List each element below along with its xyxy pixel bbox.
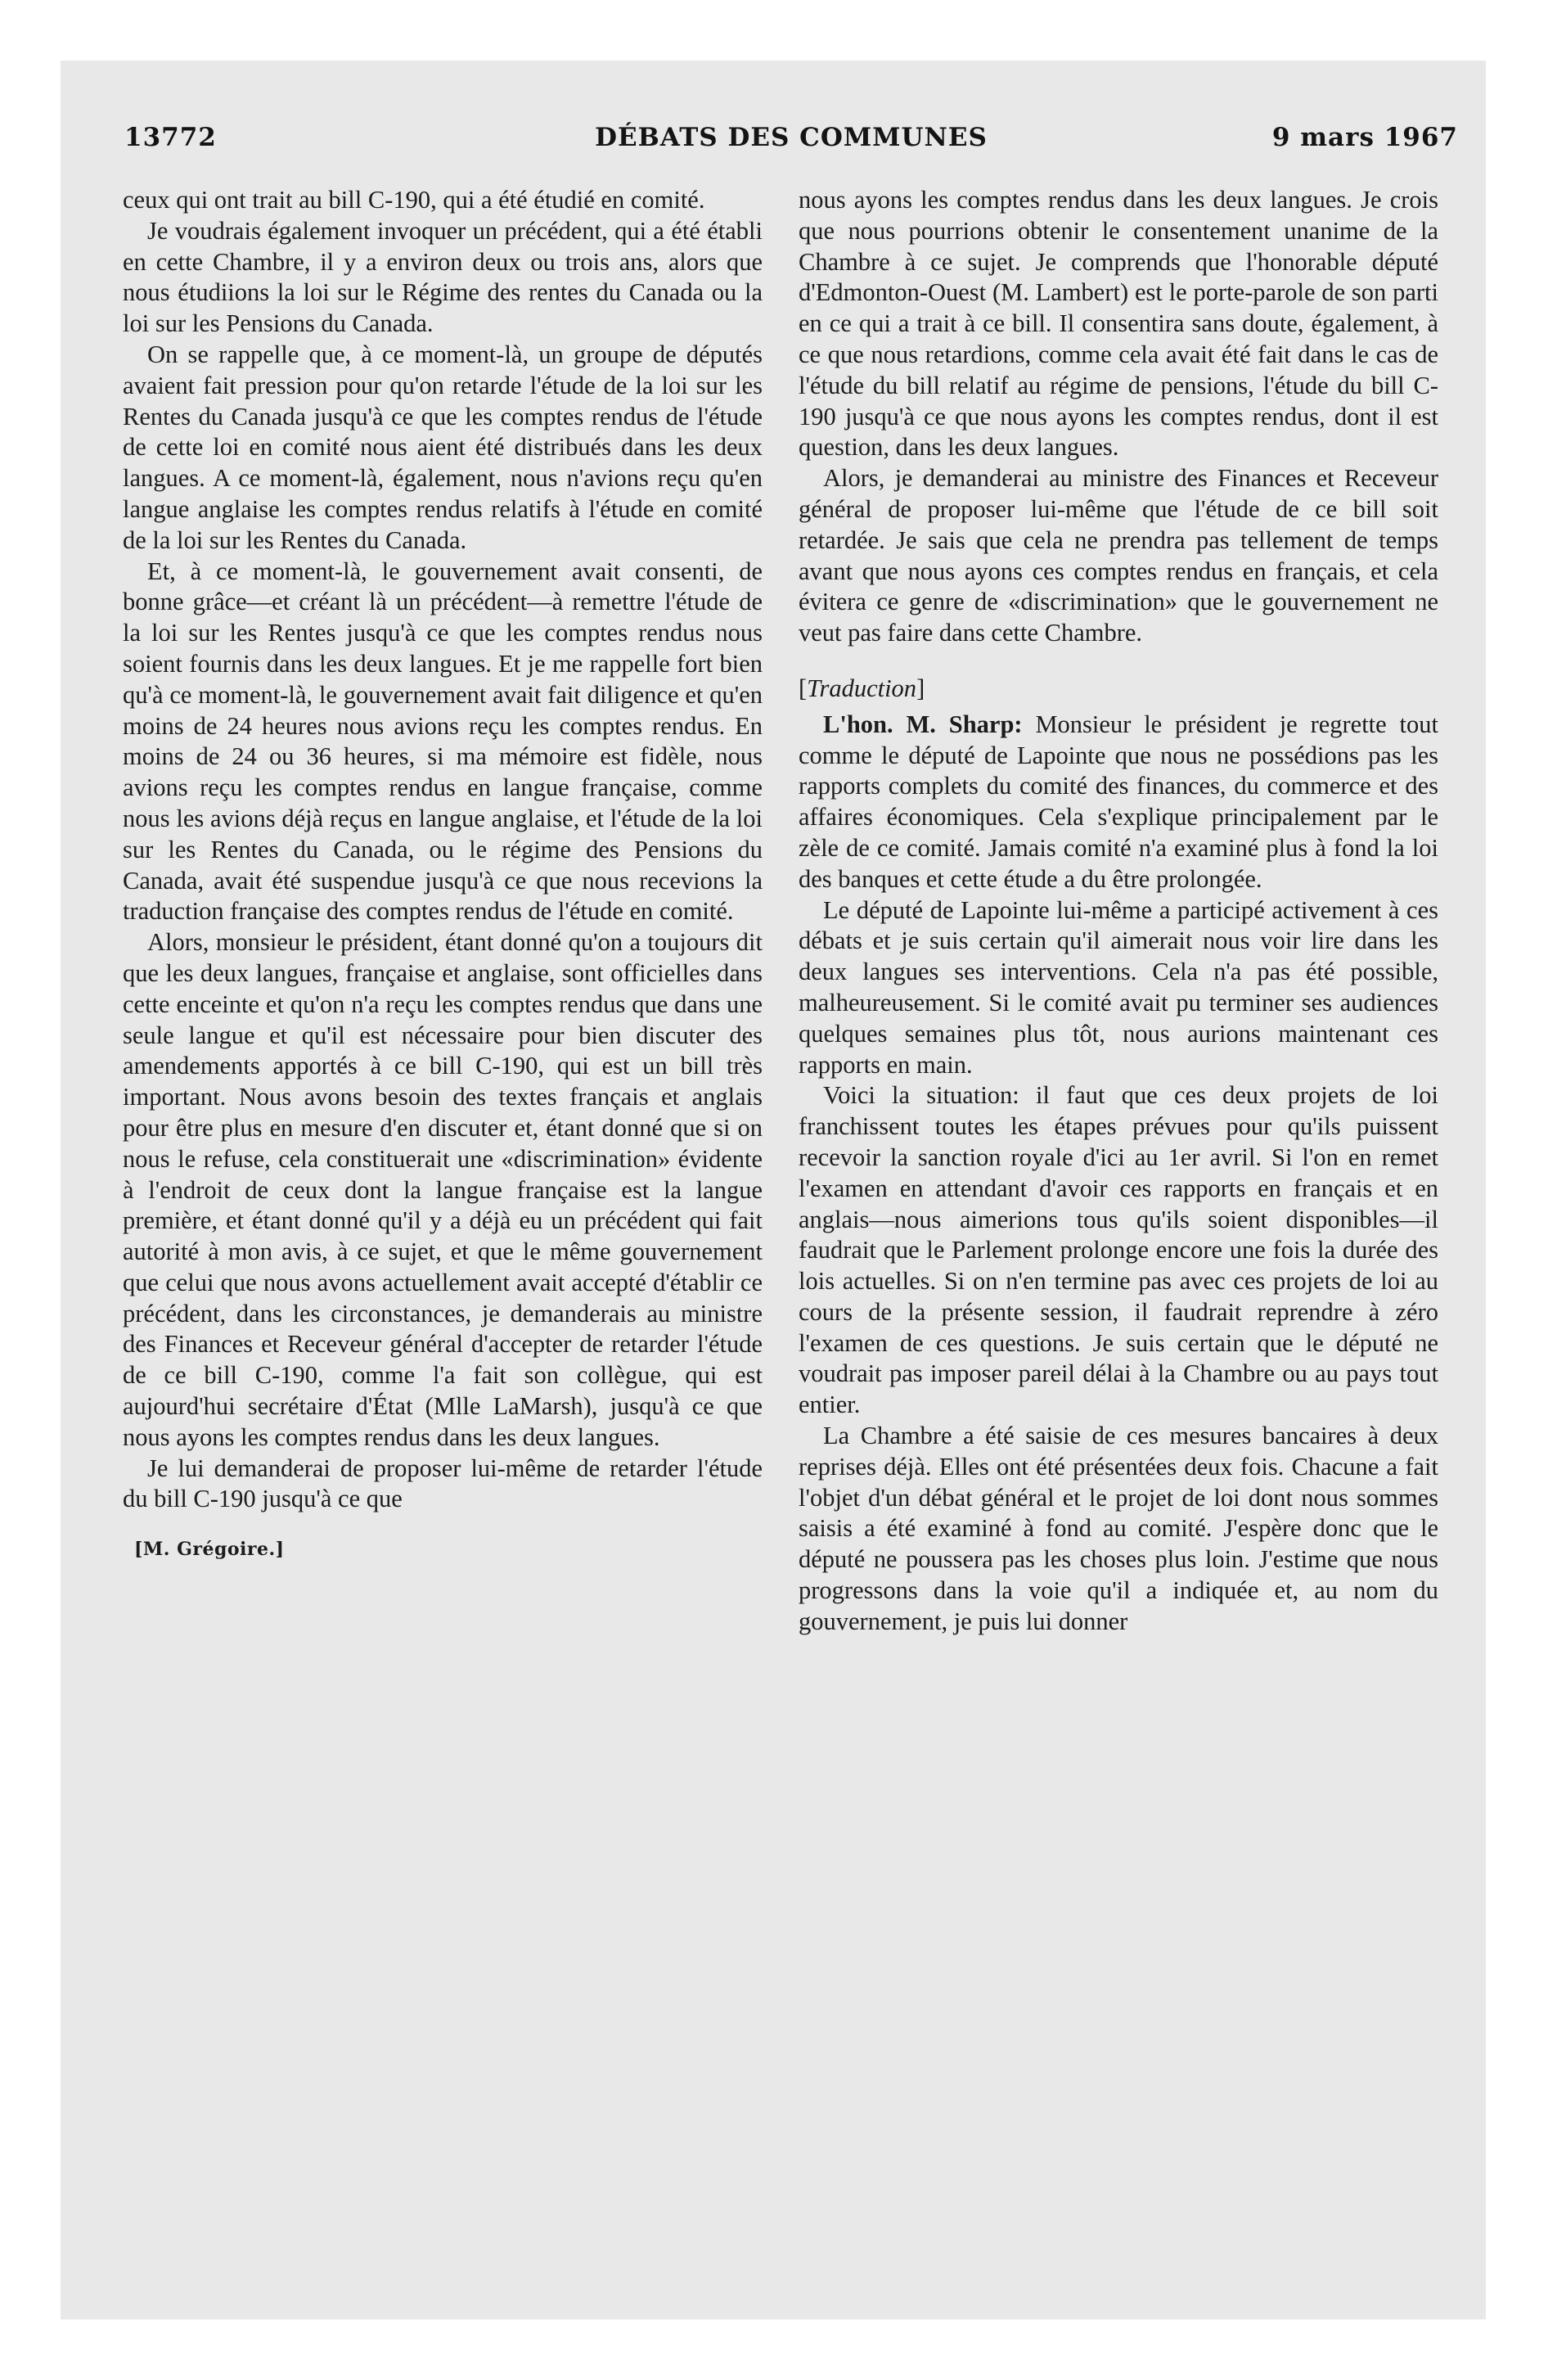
- paragraph: On se rappelle que, à ce moment-là, un groupe de députés avaient fait pression pour qu'on retarde l'étude de la loi sur les Rentes du Canada jusqu'à ce que les comptes rendus de l'étude de cette loi en comité nous aient été distribués dans les deux langues. A ce moment-là, également, nous n'avions reçu qu'en langue anglaise les comptes rendus relatifs à l'étude en comité de la loi sur les Rentes du Canada.: [123, 340, 763, 554]
- page-title: DÉBATS DES COMMUNES: [595, 123, 988, 152]
- page-header: [124, 123, 1458, 164]
- paragraph-speech: [799, 710, 1438, 895]
- translation-label: Traduction: [807, 674, 917, 702]
- paragraph: Alors, monsieur le président, étant donné qu'on a toujours dit que les deux langues, française et anglaise, sont officielles dans cette enceinte et qu'on n'a reçu les comptes rendus que dans une seule langue et qu'il est nécessaire pour bien discuter des amendements apportés à ce bill C-190, qui est un bill très important. Nous avons besoin des textes français et anglais pour être plus en mesure d'en discuter et, étant donné que si on nous le refuse, cela constituerait une «discrimination» évidente à l'endroit de ceux dont la langue française est la langue première, et étant donné qu'il y a déjà eu un précédent qui fait autorité à mon avis, à ce sujet, et que le même gouvernement que celui que nous avons actuellement avait accepté d'établir ce précédent, dans les circonstances, je demanderais au ministre des Finances et Receveur général d'accepter de retarder l'étude de ce bill C-190, comme l'a fait son collègue, qui est aujourd'hui secrétaire d'État (Mlle LaMarsh), jusqu'à ce que nous ayons les comptes rendus dans les deux langues.: [123, 928, 763, 1451]
- paragraph: Voici la situation: il faut que ces deux projets de loi franchissent toutes les étapes prévues pour qu'ils puissent recevoir la sanction royale d'ici au 1er avril. Si l'on en remet l'examen en attendant d'avoir ces rapports en français et en anglais—nous aimerions tous qu'ils soient disponibles—il faudrait que le Parlement prolonge encore une fois la durée des lois actuelles. Si on n'en termine pas avec ces projets de loi au cours de la présente session, il faudrait reprendre à zéro l'examen de ces questions. Je suis certain que le député ne voudrait pas imposer pareil délai à la Chambre ou au pays tout entier.: [799, 1081, 1438, 1419]
- paragraph: ceux qui ont trait au bill C-190, qui a été étudié en comité.: [123, 186, 705, 214]
- paragraph: La Chambre a été saisie de ces mesures bancaires à deux reprises déjà. Elles ont été présentées deux fois. Chacune a fait l'objet d'un débat général et le projet de loi dont nous sommes saisis a été examiné à fond au comité. J'espère donc que le député ne poussera pas les choses plus loin. J'estime que nous progressons dans la voie qu'il a indiquée et, au nom du gouvernement, je puis lui donner: [799, 1422, 1438, 1635]
- page-number: 13772: [124, 123, 217, 152]
- translation-marker: [Traduction]: [799, 674, 925, 702]
- paragraph: nous ayons les comptes rendus dans les deux langues. Je crois que nous pourrions obtenir le consentement unanime de la Chambre à ce sujet. Je comprends que l'honorable député d'Edmonton-Ouest (M. Lambert) est le porte-parole de son parti en ce qui a trait à ce bill. Il consentira sans doute, également, à ce que nous retardions, comme cela avait été fait dans le cas de l'étude du bill relatif au régime de pensions, l'étude du bill C-190 jusqu'à ce que nous ayons les comptes rendus, dont il est question, dans les deux langues.: [799, 186, 1438, 462]
- paragraph: Et, à ce moment-là, le gouvernement avait consenti, de bonne grâce—et créant là un précédent—à remettre l'étude de la loi sur les Rentes jusqu'à ce que les comptes rendus nous soient fournis dans les deux langues. Et je me rappelle fort bien qu'à ce moment-là, le gouvernement avait fait diligence et qu'en moins de 24 heures nous avions reçu les comptes rendus. En moins de 24 ou 36 heures, si ma mémoire est fidèle, nous avions reçu les comptes rendus en langue française, comme nous les avions déjà reçus en langue anglaise, et l'étude de la loi sur les Rentes du Canada, ou le régime des Pensions du Canada, avait été suspendue jusqu'à ce que nous recevions la traduction française des comptes rendus de l'étude en comité.: [123, 557, 763, 926]
- speech-text: Monsieur le président je regrette tout comme le député de Lapointe que nous ne possédions pas les rapports complets du comité des finances, du commerce et des affaires économiques. Cela s'explique principalement par le zèle de ce comité. Jamais comité n'a examiné plus à fond la loi des banques et cette étude a du être prolongée.: [799, 710, 1438, 893]
- paragraph: Je lui demanderai de proposer lui-même de retarder l'étude du bill C-190 jusqu'à ce que: [123, 1454, 763, 1513]
- paragraph: Je voudrais également invoquer un précédent, qui a été établi en cette Chambre, il y a environ deux ou trois ans, alors que nous étudiions la loi sur le Régime des rentes du Canada ou la loi sur les Pensions du Canada.: [123, 216, 763, 338]
- right-column: [799, 185, 1438, 1638]
- paragraph: Alors, je demanderai au ministre des Finances et Receveur général de proposer lui-même que l'étude de ce bill soit retardée. Je sais que cela ne prendra pas tellement de temps avant que nous ayons ces comptes rendus en français, et cela évitera ce genre de «discrimination» que le gouvernement ne veut pas faire dans cette Chambre.: [799, 464, 1438, 647]
- speaker-name: L'hon. M. Sharp:: [823, 710, 1023, 738]
- speaker-attribution: [M. Grégoire.]: [134, 1539, 285, 1561]
- left-column: [123, 185, 763, 1566]
- page-date: 9 mars 1967: [1271, 123, 1458, 152]
- paragraph: Le député de Lapointe lui-même a participé activement à ces débats et je suis certain qu'il aimerait nous voir lire dans les deux langues ses interventions. Cela n'a pas été possible, malheureusement. Si le comité avait pu terminer ses audiences quelques semaines plus tôt, nous aurions maintenant ces rapports en main.: [799, 895, 1438, 1079]
